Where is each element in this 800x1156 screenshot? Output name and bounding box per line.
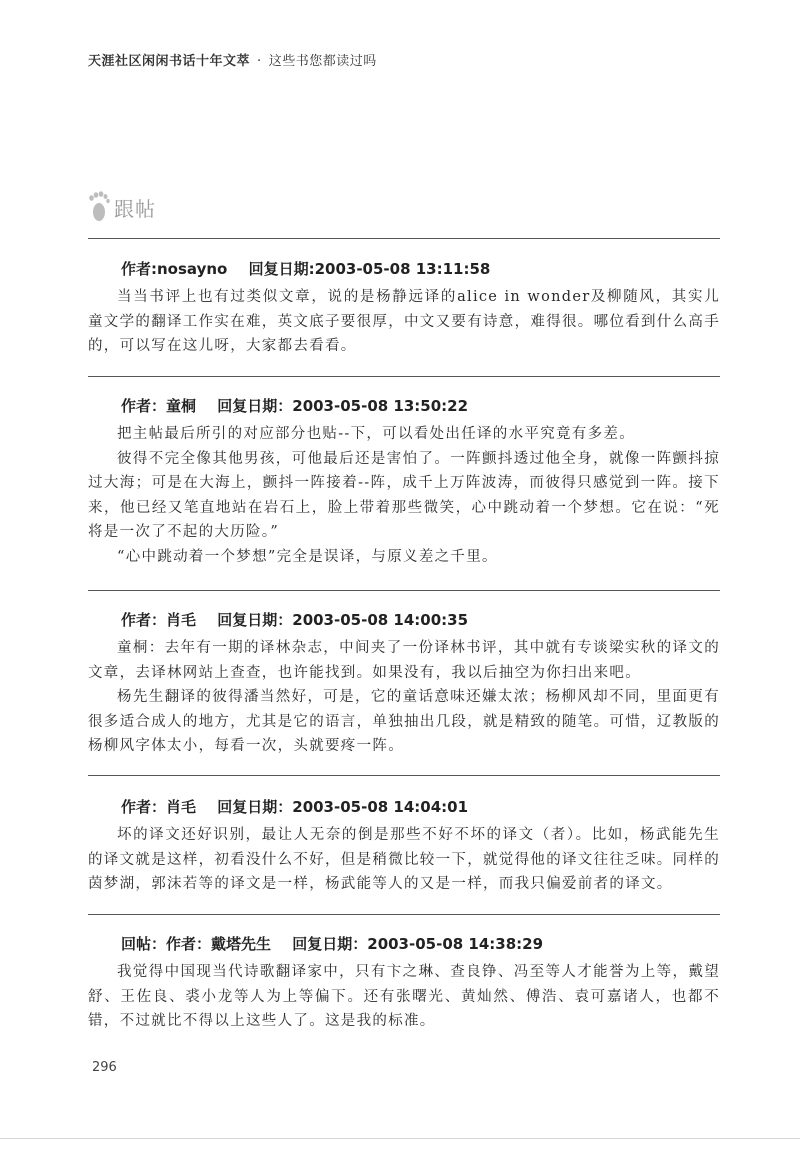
post-body [88, 823, 720, 897]
post-author: 作者:nosayno [121, 260, 228, 278]
divider [88, 914, 720, 915]
header-separator: · [257, 54, 262, 69]
footprint-icon [88, 190, 110, 222]
post-paragraph: 坏的译文还好识别，最让人无奈的倒是那些不好不坏的译文（者）。比如，杨武能先生的译文就是这样，初看没什么不好，但是稍微比较一下，就觉得他的译文往往乏味。同样的茵梦湖，郭沫若等的译文是一样，杨武能等人的又是一样，而我只偏爱前者的译文。 [88, 827, 720, 892]
post-paragraph: 当当书评上也有过类似文章，说的是杨静远译的alice in wonder及柳随风，其实儿童文学的翻译工作实在难，英文底子要很厚，中文又要有诗意，难得很。哪位看到什么高手的，可以写在这儿呀，大家都去看看。 [88, 289, 720, 354]
post-body [88, 285, 720, 359]
reply-post [88, 796, 720, 897]
section-label: 跟帖 [114, 197, 156, 221]
post-meta [121, 395, 720, 417]
post-author: 作者：童桐 [121, 397, 197, 415]
reply-post [88, 609, 720, 759]
post-meta [121, 609, 720, 631]
divider [88, 376, 720, 377]
post-paragraph: 把主帖最后所引的对应部分也贴--下，可以看处出任译的水平究竟有多差。 [117, 426, 635, 442]
book-subtitle: 这些书您都读过吗 [268, 54, 377, 69]
post-date: 回复日期：2003-05-08 14:04:01 [217, 798, 469, 816]
post-author: 作者：肖毛 [121, 611, 197, 629]
post-meta [121, 933, 720, 955]
post-meta [121, 796, 720, 818]
running-header [88, 50, 377, 69]
reply-post [88, 258, 720, 359]
post-date: 回复日期:2003-05-08 13:11:58 [248, 260, 491, 278]
post-paragraph: 杨先生翻译的彼得潘当然好，可是，它的童话意味还嫌太浓；杨柳风却不同，里面更有很多适合成人的地方，尤其是它的语言，单独抽出几段，就是精致的随笔。可惜，辽教版的杨柳风字体太小，每看一次，头就要疼一阵。 [88, 689, 720, 754]
divider [88, 775, 720, 776]
post-date: 回复日期：2003-05-08 14:38:29 [292, 935, 544, 953]
section-heading [88, 190, 156, 222]
reply-post [88, 395, 720, 569]
post-body [88, 422, 720, 569]
post-meta [121, 258, 720, 280]
post-paragraph: 我觉得中国现当代诗歌翻译家中，只有卞之琳、查良铮、冯至等人才能誉为上等，戴望舒、王佐良、裘小龙等人为上等偏下。还有张曙光、黄灿然、傅浩、袁可嘉诸人，也都不错，不过就比不得以上这些人了。这是我的标准。 [88, 964, 720, 1029]
book-title: 天涯社区闲闲书话十年文萃 [88, 54, 251, 69]
divider [88, 590, 720, 591]
reply-post [88, 933, 720, 1034]
post-paragraph: 童桐：去年有一期的译林杂志，中间夹了一份译林书评，其中就有专谈梁实秋的译文的文章，去译林网站上查查，也许能找到。如果没有，我以后抽空为你扫出来吧。 [88, 640, 720, 681]
post-date: 回复日期：2003-05-08 13:50:22 [217, 397, 469, 415]
page-edge [0, 1138, 800, 1139]
post-date: 回复日期：2003-05-08 14:00:35 [217, 611, 469, 629]
post-paragraph: “心中跳动着一个梦想”完全是误译，与原义差之千里。 [117, 548, 498, 565]
post-body [88, 636, 720, 759]
divider [88, 238, 720, 239]
post-body [88, 960, 720, 1034]
post-author: 回帖：作者：戴塔先生 [121, 935, 272, 953]
post-author: 作者：肖毛 [121, 798, 197, 816]
page-number: 296 [92, 1060, 117, 1075]
post-paragraph: 彼得不完全像其他男孩，可他最后还是害怕了。一阵颤抖透过他全身，就像一阵颤抖掠过大海；可是在大海上，颤抖一阵接着--阵，成千上万阵波涛，而彼得只感觉到一阵。接下来，他已经又笔直地站在岩石上，脸上带着那些微笑，心中跳动着一个梦想。它在说：“死将是一次了不起的大历险。” [88, 450, 720, 540]
